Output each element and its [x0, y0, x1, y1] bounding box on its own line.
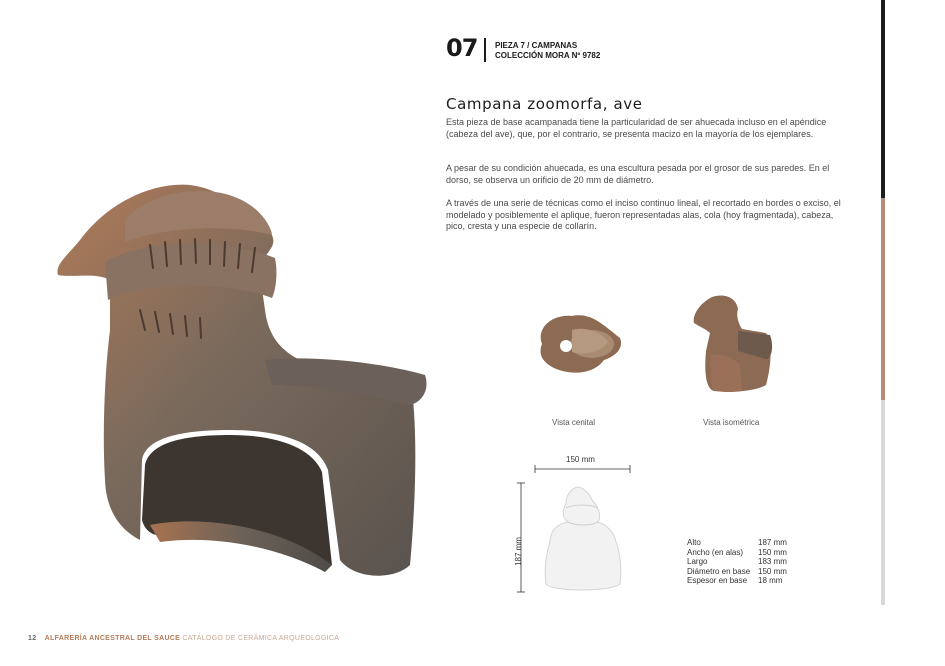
page-number: 12 [28, 635, 37, 642]
collection-number: COLECCIÓN MORA Nº 9782 [495, 51, 601, 60]
spec-row [687, 548, 787, 558]
spec-label: Largo [687, 557, 708, 566]
specs-table [687, 538, 787, 586]
top-view-caption: Vista cenital [552, 418, 595, 427]
page-title: Campana zoomorfa, ave [446, 95, 643, 113]
piece-number: 07 [446, 34, 478, 62]
spec-row [687, 538, 787, 548]
spec-row [687, 567, 787, 577]
spec-row [687, 557, 787, 567]
spec-row [687, 576, 787, 586]
header-divider [484, 38, 486, 62]
spec-label: Diámetro en base [687, 566, 751, 576]
dimension-drawing [510, 460, 640, 600]
isometric-view-photo [690, 293, 774, 393]
width-dimension-label: 150 mm [566, 455, 595, 464]
height-dimension-label: 187 mm [513, 537, 523, 566]
description-paragraph-1: Esta pieza de base acampanada tiene la particularidad de ser ahuecada incluso en el apéndice (cabeza del ave), que, por el contrario, se presenta macizo en la mayoría de los ejemplares. [446, 117, 827, 139]
page-footer [28, 635, 339, 642]
spec-label: Ancho (en alas) [687, 547, 744, 557]
footer-brand: ALFARERÍA ANCESTRAL DEL SAUCE [44, 635, 181, 642]
piece-header [495, 41, 600, 61]
spec-value: 18 mm [758, 576, 783, 585]
top-view-photo [532, 308, 624, 380]
description-paragraph-3: A través de una serie de técnicas como el inciso continuo lineal, el recortado en bordes o exciso, el modelado y posiblemente el aplique, fueron representadas alas, cola (hoy fragmentada), cabeza, pico, cresta y una especie de collarín. [446, 198, 841, 231]
main-artifact-photo [50, 180, 435, 585]
spec-value: 150 mm [758, 547, 787, 557]
description-paragraph-2: A pesar de su condición ahuecada, es una escultura pesada por el grosor de sus paredes. En el dorso, se observa un orificio de 20 mm de diámetro. [446, 163, 830, 185]
footer-subtitle: CATÁLOGO DE CERÁMICA ARQUEOLÓGICA [182, 635, 340, 642]
spec-value: 183 mm [758, 557, 787, 566]
edge-bar-tan [881, 198, 885, 400]
spec-value: 187 mm [758, 538, 787, 547]
spec-value: 150 mm [758, 566, 787, 576]
isometric-view-caption: Vista isométrica [703, 418, 760, 427]
edge-bar-light [881, 400, 885, 605]
spec-label: Espesor en base [687, 576, 748, 585]
piece-category: PIEZA 7 / CAMPANAS [495, 41, 578, 50]
edge-bar-dark [881, 0, 885, 198]
spec-label: Alto [687, 538, 701, 547]
